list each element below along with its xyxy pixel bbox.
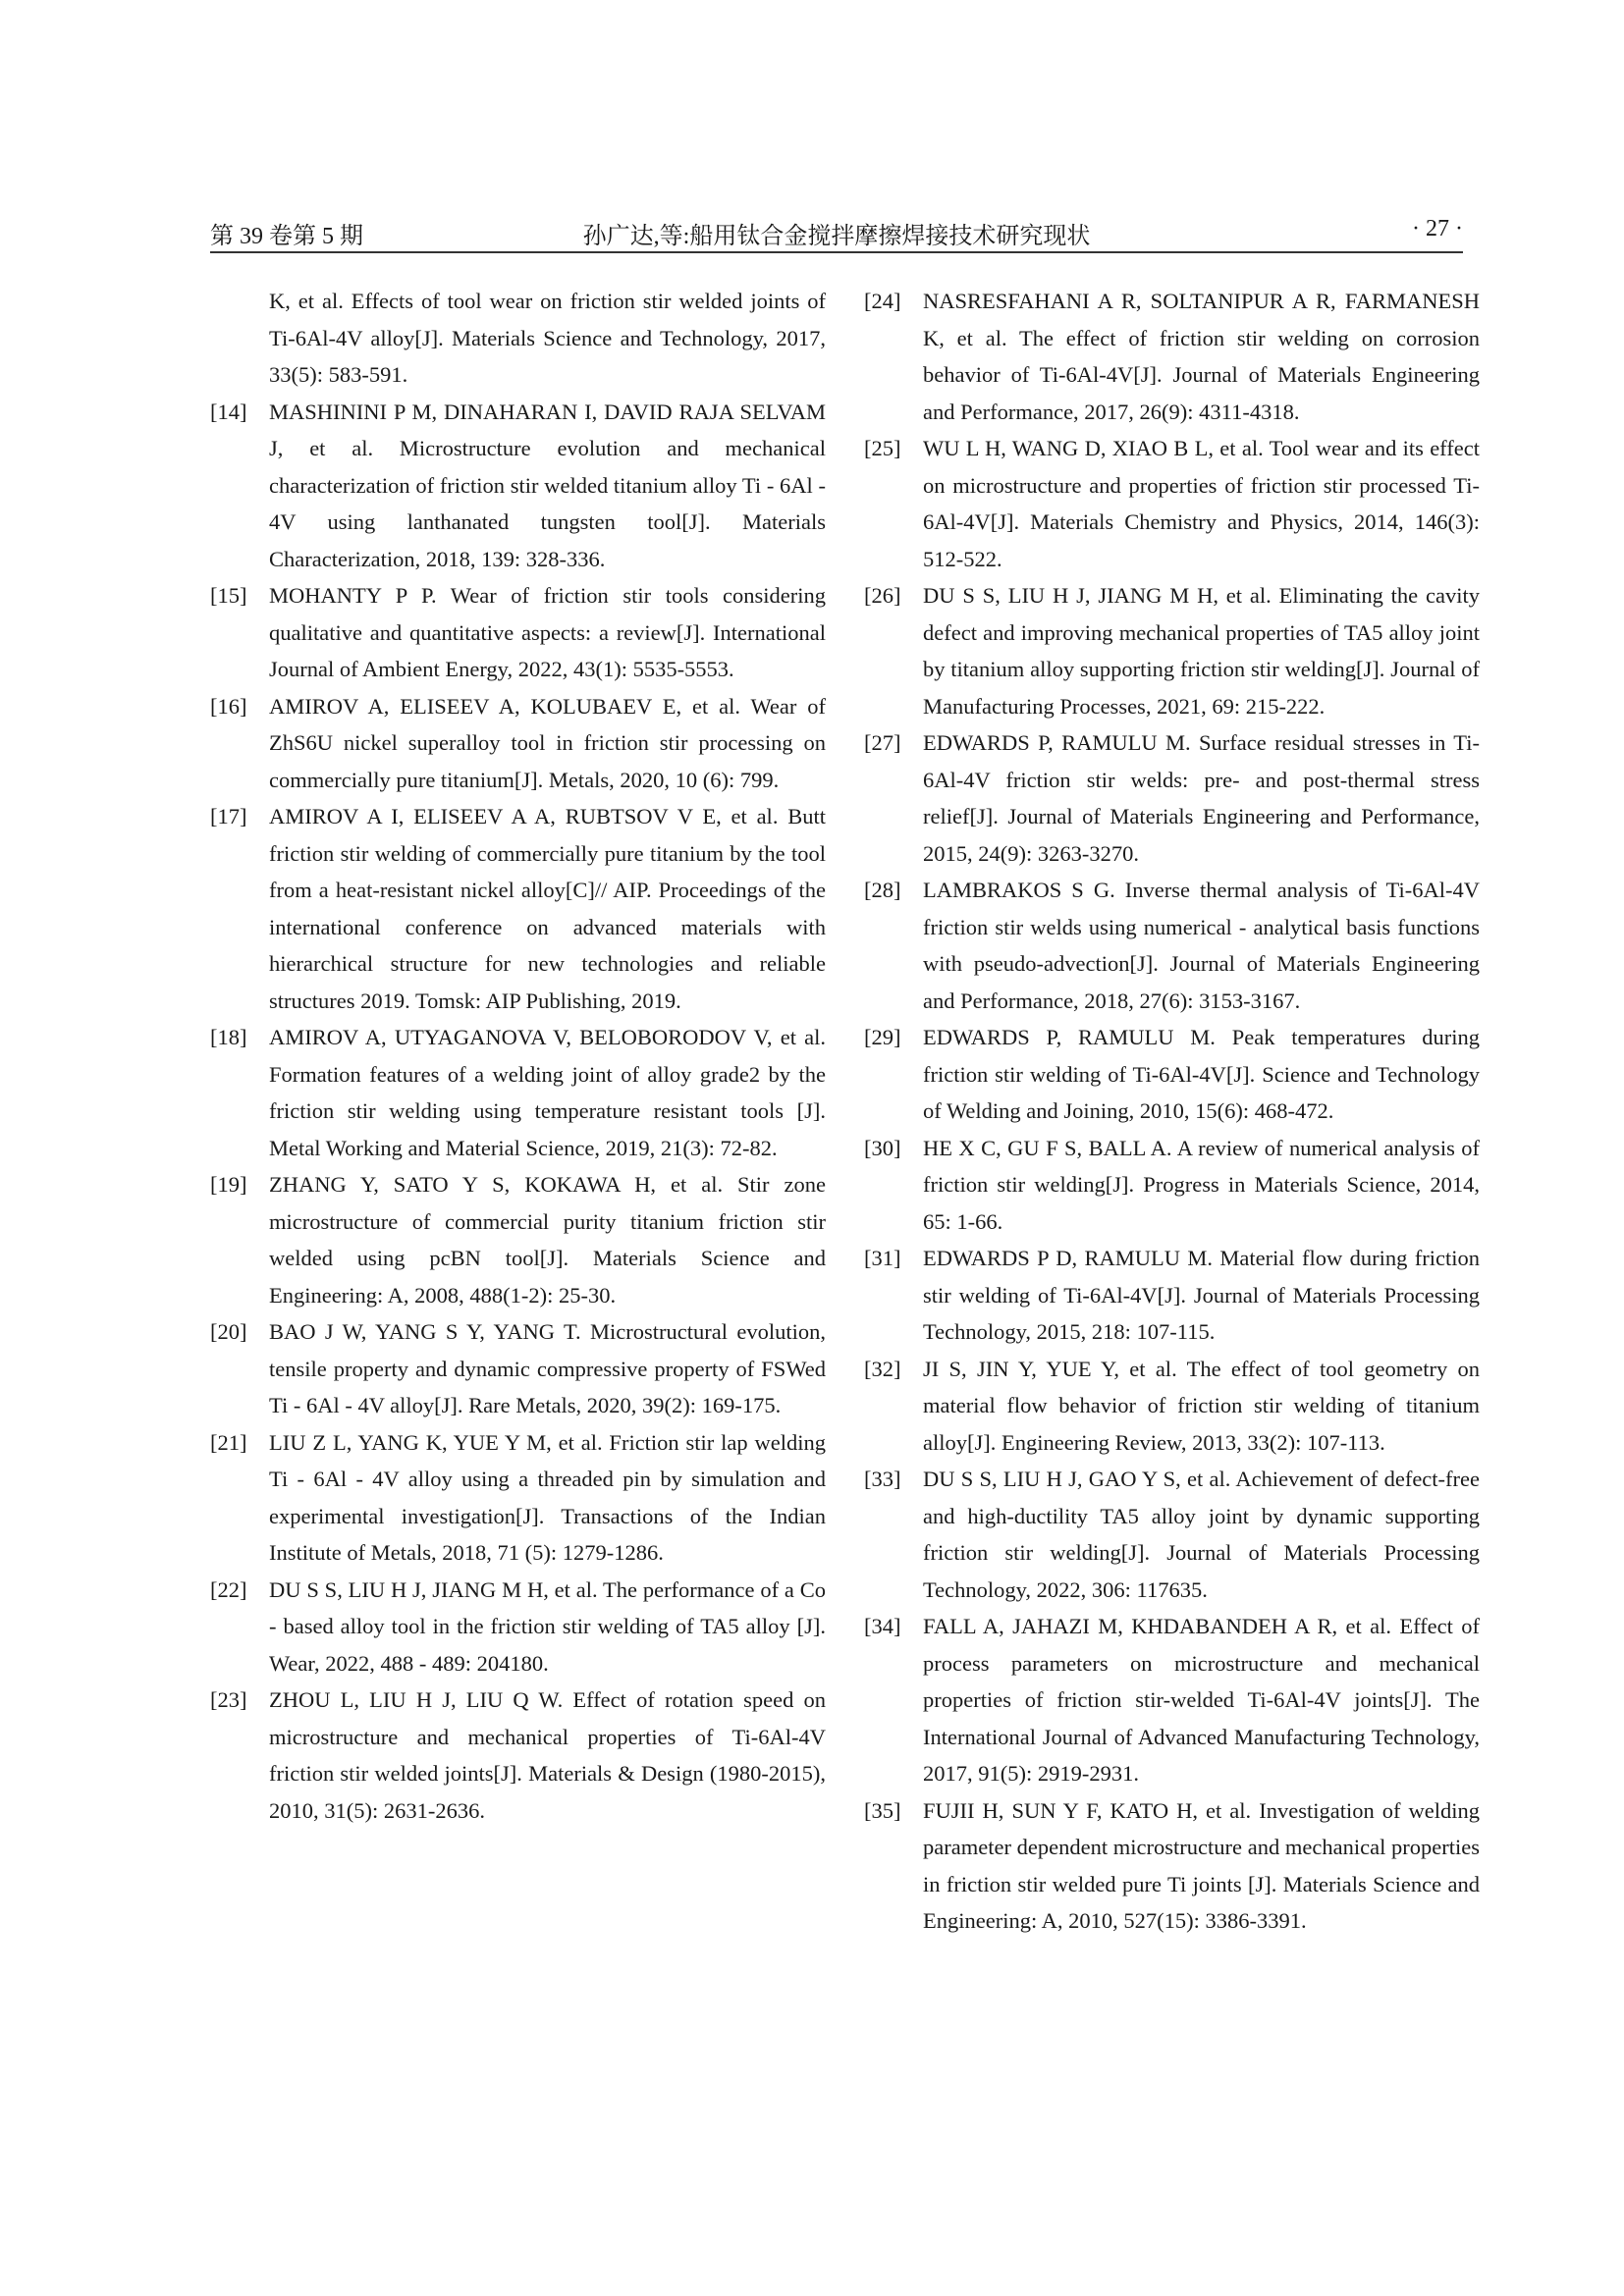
reference-item [210,1424,826,1572]
reference-item [864,577,1480,724]
volume-issue: 第 39 卷第 5 期 [210,224,363,249]
reference-item [210,1682,826,1829]
reference-number: [21] [210,1429,247,1455]
reference-item [210,688,826,799]
reference-number: [20] [210,1319,247,1344]
reference-item [864,724,1480,872]
reference-number: [35] [864,1797,901,1823]
right-column [864,283,1480,1940]
reference-number: [14] [210,399,247,424]
reference-text: HE X C, GU F S, BALL A. A review of numerical analysis of friction stir welding[J]. Progress in Materials Science, 2014, 65: 1-66. [923,1135,1480,1234]
reference-text: JI S, JIN Y, YUE Y, et al. The effect of tool geometry on material flow behavior of friction stir welding of titanium alloy[J]. Engineering Review, 2013, 33(2): 107-113. [923,1356,1480,1455]
reference-item [864,1240,1480,1351]
running-header [210,212,1463,255]
reference-number: [24] [864,289,901,313]
reference-number: [31] [864,1246,901,1270]
reference-item [864,283,1480,430]
reference-item [210,1166,826,1313]
left-column [210,283,826,1829]
reference-number: [26] [864,583,901,608]
reference-number: [19] [210,1172,247,1197]
reference-number: [22] [210,1576,247,1602]
reference-number: [33] [864,1467,901,1491]
reference-text: ZHANG Y, SATO Y S, KOKAWA H, et al. Stir zone microstructure of commercial purity titanium friction stir welded using pcBN tool[J]. Materials Science and Engineering: A, 2008, 488(1-2): 25-30. [269,1172,826,1308]
reference-number: [18] [210,1025,247,1049]
reference-number: [28] [864,878,901,902]
reference-item [210,1313,826,1424]
reference-text: BAO J W, YANG S Y, YANG T. Microstructural evolution, tensile property and dynamic compressive property of FSWed Ti - 6Al - 4V alloy[J]. Rare Metals, 2020, 39(2): 169-175. [269,1319,826,1417]
reference-text: WU L H, WANG D, XIAO B L, et al. Tool wear and its effect on microstructure and properties of friction stir processed Ti-6Al-4V[J]. Materials Chemistry and Physics, 2014, 146(3): 512-522. [923,436,1480,571]
reference-item [210,798,826,1019]
reference-item [210,1019,826,1166]
left-reference-list [210,394,826,1830]
reference-number: [15] [210,583,247,608]
reference-continuation: K, et al. Effects of tool wear on friction stir welded joints of Ti-6Al-4V alloy[J]. Materials Science and Technology, 2017, 33(5): 583-591. [269,289,826,387]
reference-number: [17] [210,804,247,828]
reference-number: [29] [864,1025,901,1049]
reference-number: [27] [864,730,901,755]
page-number: · 27 · [1412,216,1463,241]
reference-item [210,577,826,688]
reference-number: [25] [864,436,901,460]
reference-item [210,1572,826,1682]
reference-item [864,1461,1480,1608]
reference-text: DU S S, LIU H J, JIANG M H, et al. The performance of a Co - based alloy tool in the friction stir welding of TA5 alloy [J]. Wear, 2022, 488 - 489: 204180. [269,1576,826,1676]
reference-number: [32] [864,1356,901,1381]
reference-text: EDWARDS P D, RAMULU M. Material flow during friction stir welding of Ti-6Al-4V[J]. Journal of Materials Processing Technology, 2015, 218: 107-115. [923,1246,1480,1344]
reference-text: AMIROV A I, ELISEEV A A, RUBTSOV V E, et al. Butt friction stir welding of commercially pure titanium by the tool from a heat-resistant nickel alloy[C]// AIP. Proceedings of the international conference on advanced materials with hierarchical structure for new technologies and reliable structures 2019. Tomsk: AIP Publishing, 2019. [269,804,826,1013]
reference-text: ZHOU L, LIU H J, LIU Q W. Effect of rotation speed on microstructure and mechanical properties of Ti-6Al-4V friction stir welded joints[J]. Materials & Design (1980-2015), 2010, 31(5): 2631-2636. [269,1687,826,1823]
reference-item [864,1351,1480,1462]
reference-item [864,1792,1480,1940]
reference-text: LAMBRAKOS S G. Inverse thermal analysis of Ti-6Al-4V friction stir welds using numerical - analytical basis functions with pseudo-advection[J]. Journal of Materials Engineering and Performance, 2018, 27(6): 3153-3167. [923,878,1480,1013]
reference-text: FALL A, JAHAZI M, KHDABANDEH A R, et al. Effect of process parameters on microstructure and mechanical properties of friction stir-welded Ti-6Al-4V joints[J]. The International Journal of Advanced Manufacturing Technology, 2017, 91(5): 2919-2931. [923,1614,1480,1786]
running-title: 孙广达,等:船用钛合金搅拌摩擦焊接技术研究现状 [582,224,1091,249]
reference-item [864,872,1480,1019]
reference-text: DU S S, LIU H J, JIANG M H, et al. Eliminating the cavity defect and improving mechanical properties of TA5 alloy joint by titanium alloy supporting friction stir welding[J]. Journal of Manufacturing Processes, 2021, 69: 215-222. [923,583,1480,719]
reference-item [864,1019,1480,1130]
right-reference-list [864,283,1480,1940]
reference-item [210,394,826,578]
reference-number: [34] [864,1614,901,1638]
reference-text: FUJII H, SUN Y F, KATO H, et al. Investigation of welding parameter dependent microstructure and mechanical properties in friction stir welded pure Ti joints [J]. Materials Science and Engineering: A, 2010, 527(15): 3386-3391. [923,1797,1480,1933]
reference-item [864,1608,1480,1792]
reference-text: LIU Z L, YANG K, YUE Y M, et al. Friction stir lap welding Ti - 6Al - 4V alloy using a threaded pin by simulation and experimental investigation[J]. Transactions of the Indian Institute of Metals, 2018, 71 (5): 1279-1286. [269,1429,826,1565]
reference-item [864,1130,1480,1241]
reference-text: MASHININI P M, DINAHARAN I, DAVID RAJA SELVAM J, et al. Microstructure evolution and mechanical characterization of friction stir welded titanium alloy Ti - 6Al - 4V using lanthanated tungsten tool[J]. Materials Characterization, 2018, 139: 328-336. [269,399,826,571]
reference-text: MOHANTY P P. Wear of friction stir tools considering qualitative and quantitative aspects: a review[J]. International Journal of Ambient Energy, 2022, 43(1): 5535-5553. [269,583,826,681]
reference-text: AMIROV A, ELISEEV A, KOLUBAEV E, et al. Wear of ZhS6U nickel superalloy tool in friction stir processing on commercially pure titanium[J]. Metals, 2020, 10 (6): 799. [269,693,826,792]
reference-item [864,430,1480,577]
reference-number: [30] [864,1135,901,1160]
reference-text: EDWARDS P, RAMULU M. Peak temperatures during friction stir welding of Ti-6Al-4V[J]. Science and Technology of Welding and Joining, 2010, 15(6): 468-472. [923,1025,1480,1123]
reference-text: AMIROV A, UTYAGANOVA V, BELOBORODOV V, et al. Formation features of a welding joint of alloy grade2 by the friction stir welding using temperature resistant tools [J]. Metal Working and Material Science, 2019, 21(3): 72-82. [269,1025,826,1160]
reference-text: NASRESFAHANI A R, SOLTANIPUR A R, FARMANESH K, et al. The effect of friction stir welding on corrosion behavior of Ti-6Al-4V[J]. Journal of Materials Engineering and Performance, 2017, 26(9): 4311-4318. [923,289,1480,424]
reference-text: EDWARDS P, RAMULU M. Surface residual stresses in Ti-6Al-4V friction stir welds: pre- and post-thermal stress relief[J]. Journal of Materials Engineering and Performance, 2015, 24(9): 3263-3270. [923,730,1480,866]
reference-number: [23] [210,1687,247,1712]
reference-number: [16] [210,693,247,719]
header-rule [210,251,1463,253]
reference-text: DU S S, LIU H J, GAO Y S, et al. Achievement of defect-free and high-ductility TA5 alloy joint by dynamic supporting friction stir welding[J]. Journal of Materials Processing Technology, 2022, 306: 117635. [923,1467,1480,1602]
